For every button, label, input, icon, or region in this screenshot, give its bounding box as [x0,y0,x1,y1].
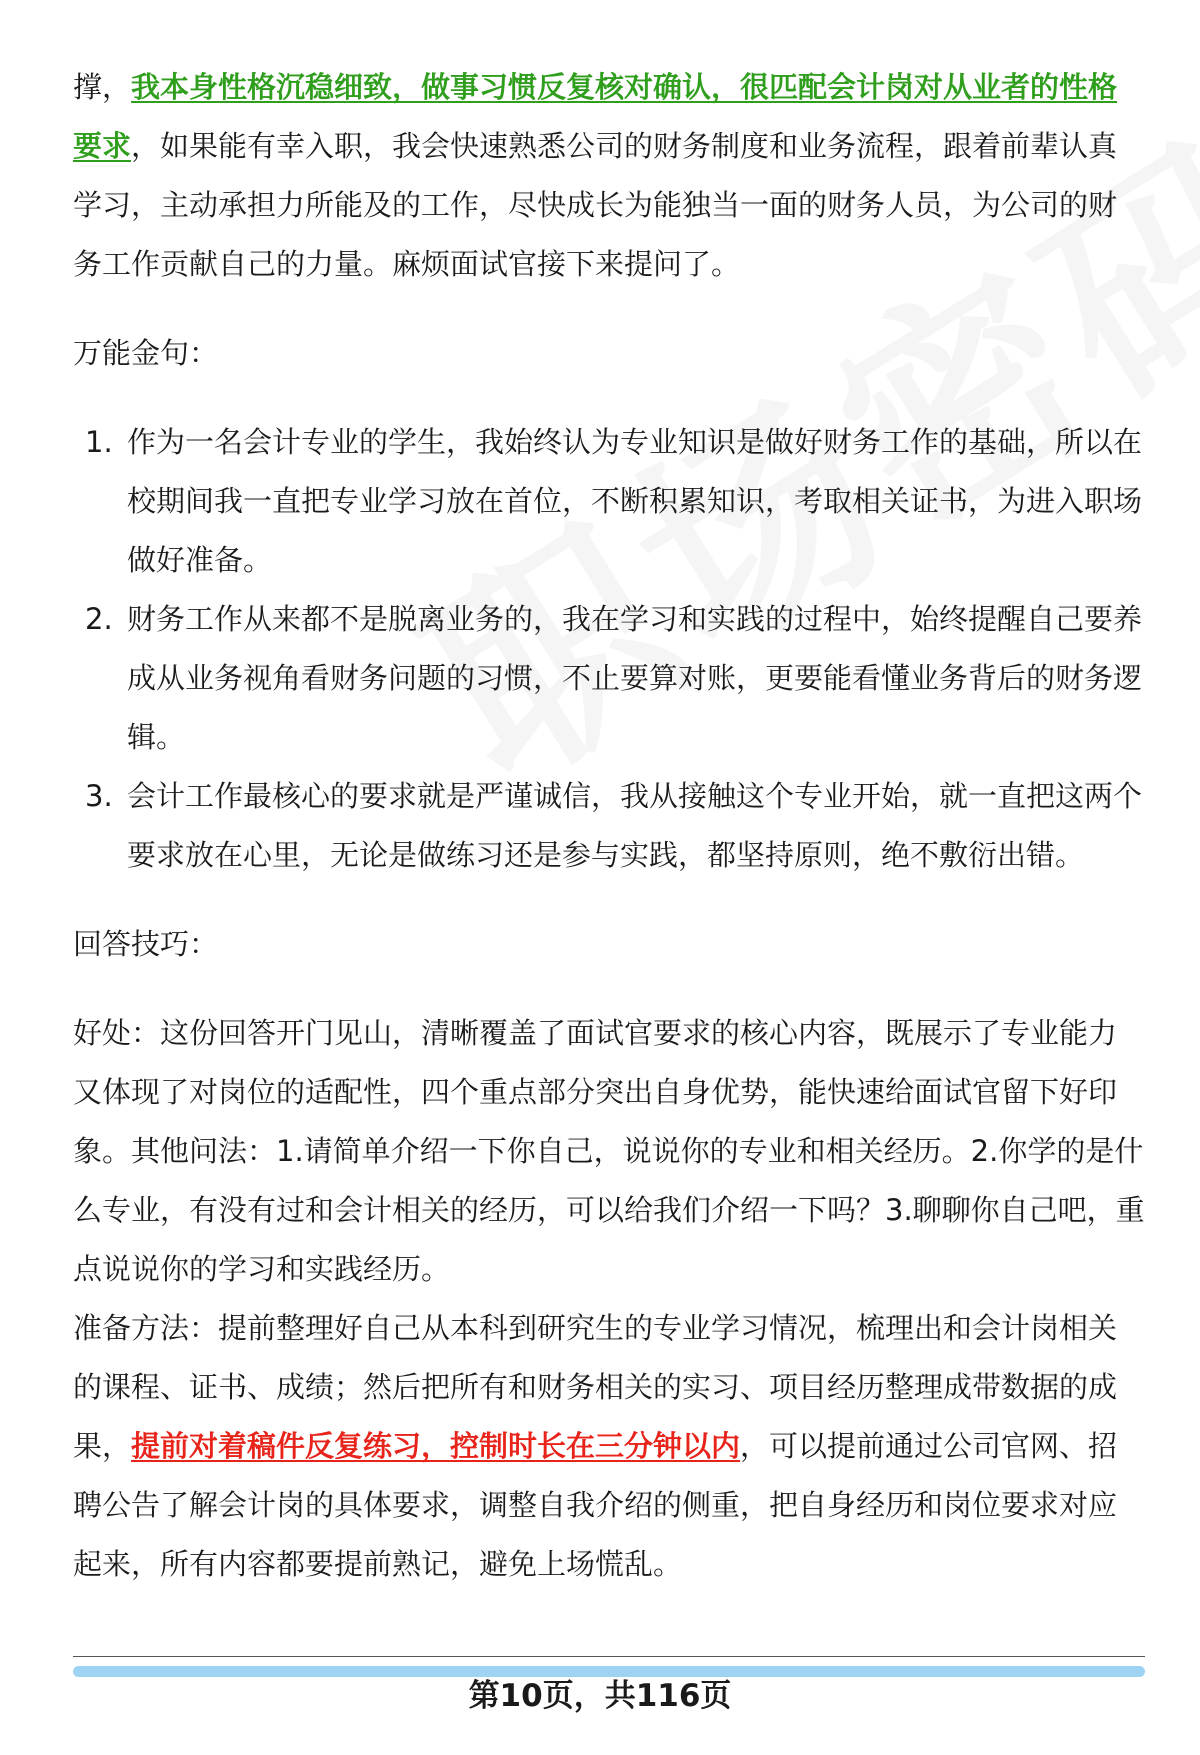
prep-text-post: ，可以提前通过公司官网、招聘公告了解会计岗的具体要求，调整自我介绍的侧重，把自身经历和岗位要求对应起来，所有内容都要提前熟记，避免上场慌乱。 [73,1429,1118,1581]
intro-highlight: 我本身性格沉稳细致，做事习惯反复核对确认，很匹配会计岗对从业者的性格要求 [73,70,1118,163]
list-item-text: 作为一名会计专业的学生，我始终认为专业知识是做好财务工作的基础，所以在校期间我一直把专业学习放在首位，不断积累知识，考取相关证书，为进入职场做好准备。 [127,425,1143,577]
prep-text-pre: 准备方法：提前整理好自己从本科到研究生的专业学习情况，梳理出和会计岗相关的课程、证书、成绩；然后把所有和财务相关的实习、项目经历整理成带数据的成果， [73,1311,1118,1463]
page-number: 第10页，共116页 [468,1678,732,1714]
golden-list-item [73,413,1145,590]
golden-list [73,413,1145,885]
tips-heading: 回答技巧： [73,927,219,961]
document-body [73,58,1145,1594]
intro-text-post: ，如果能有幸入职，我会快速熟悉公司的财务制度和业务流程，跟着前辈认真学习，主动承担力所能及的工作，尽快成长为能独当一面的财务人员，为公司的财务工作贡献自己的力量。麻烦面试官接下来提问了。 [73,129,1118,281]
benefit-paragraph: 好处：这份回答开门见山，清晰覆盖了面试官要求的核心内容，既展示了专业能力又体现了对岗位的适配性，四个重点部分突出自身优势，能快速给面试官留下好印象。其他问法：1.请简单介绍一下你自己，说说你的专业和相关经历。2.你学的是什么专业，有没有过和会计相关的经历，可以给我们介绍一下吗？3.聊聊你自己吧，重点说说你的学习和实践经历。 [73,1016,1145,1286]
golden-heading: 万能金句： [73,336,219,370]
list-item-text: 会计工作最核心的要求就是严谨诚信，我从接触这个专业开始，就一直把这两个要求放在心里，无论是做练习还是参与实践，都坚持原则，绝不敷衍出错。 [127,779,1143,872]
list-number: 2. [85,602,113,636]
prep-highlight: 提前对着稿件反复练习，控制时长在三分钟以内 [131,1429,741,1463]
golden-list-item [73,767,1145,885]
list-item-text: 财务工作从来都不是脱离业务的，我在学习和实践的过程中，始终提醒自己要养成从业务视角看财务问题的习惯，不止要算对账，更要能看懂业务背后的财务逻辑。 [127,602,1143,754]
list-number: 1. [85,425,113,459]
intro-paragraph [73,58,1145,294]
footer-divider [73,1656,1145,1657]
intro-text-pre: 撑， [73,70,132,104]
list-number: 3. [85,779,113,813]
golden-list-item [73,590,1145,767]
prep-paragraph [73,1299,1145,1594]
